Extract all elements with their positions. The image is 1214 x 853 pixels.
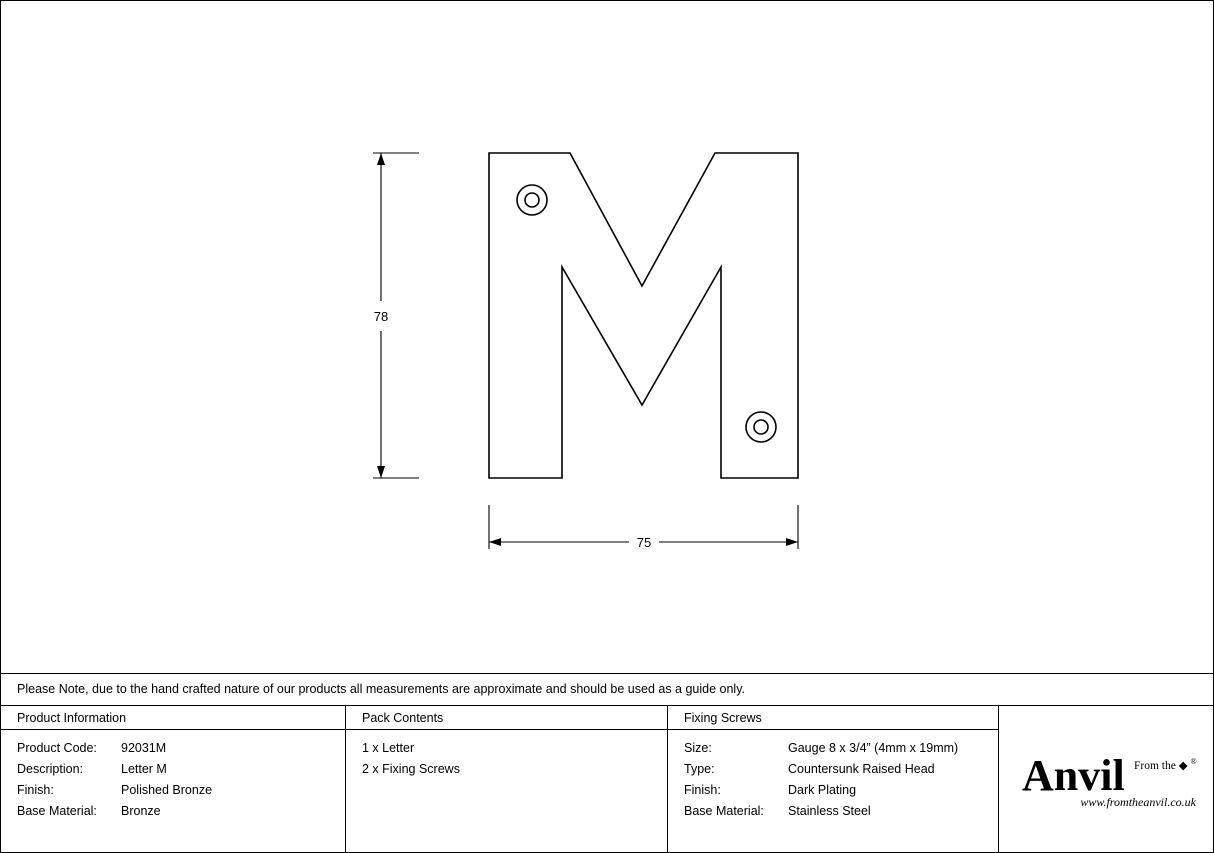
list-item: 1 x Letter (362, 741, 415, 755)
brand-logo-from-the (1134, 755, 1198, 773)
product-information-header: Product Information (1, 706, 345, 730)
product-code-value: 92031M (121, 741, 167, 755)
base-material-value: Bronze (121, 804, 161, 818)
fixing-screws-body (668, 730, 998, 822)
description-value: Letter M (121, 762, 167, 776)
description-label: Description: (17, 762, 83, 776)
pack-contents-body (346, 730, 667, 780)
screw-finish-value: Dark Plating (788, 783, 857, 797)
screw-hole-top-left (517, 185, 547, 215)
fixing-screws-header: Fixing Screws (668, 706, 998, 730)
letter-m-outline (489, 153, 798, 478)
product-information-body (1, 730, 345, 822)
product-information-column (1, 706, 346, 852)
table-row (17, 759, 345, 780)
table-row (684, 780, 998, 801)
height-dimension-label: 78 (373, 309, 389, 324)
base-material-label: Base Material: (17, 804, 97, 818)
screw-type-label: Type: (684, 762, 715, 776)
screw-size-value: Gauge 8 x 3/4” (4mm x 19mm) (788, 741, 959, 755)
width-dimension-label: 75 (636, 535, 652, 550)
product-code-label: Product Code: (17, 741, 97, 755)
brand-logo-wordmark: Anvil (1022, 750, 1125, 800)
details-table (1, 706, 1213, 852)
table-row (17, 801, 345, 822)
registered-trademark-icon: ® (1190, 756, 1197, 766)
screw-hole-bottom-right (746, 412, 776, 442)
diamond-icon: ◆ (1178, 759, 1188, 772)
table-row (17, 780, 345, 801)
table-row (17, 738, 345, 759)
product-drawing (1, 1, 1213, 673)
table-row (684, 738, 998, 759)
list-item: 2 x Fixing Screws (362, 762, 460, 776)
screw-base-material-value: Stainless Steel (788, 804, 871, 818)
screw-size-label: Size: (684, 741, 712, 755)
measurement-note (1, 673, 1213, 706)
screw-base-material-label: Base Material: (684, 804, 764, 818)
finish-label: Finish: (17, 783, 54, 797)
brand-logo-wrap (1006, 749, 1206, 810)
table-row (684, 801, 998, 822)
screw-finish-label: Finish: (684, 783, 721, 797)
pack-contents-header: Pack Contents (346, 706, 667, 730)
finish-value: Polished Bronze (121, 783, 213, 797)
brand-logo (999, 706, 1213, 852)
table-row (684, 759, 998, 780)
brand-logo-url: www.fromtheanvil.co.uk (1080, 794, 1196, 809)
screw-type-value: Countersunk Raised Head (788, 762, 935, 776)
pack-contents-column (346, 706, 668, 852)
brand-logo-from-the-text: From the (1134, 759, 1176, 772)
measurement-note-text: Please Note, due to the hand crafted nature of our products all measurements are approximate and should be used as a guide only. (17, 682, 746, 696)
fixing-screws-column (668, 706, 999, 852)
